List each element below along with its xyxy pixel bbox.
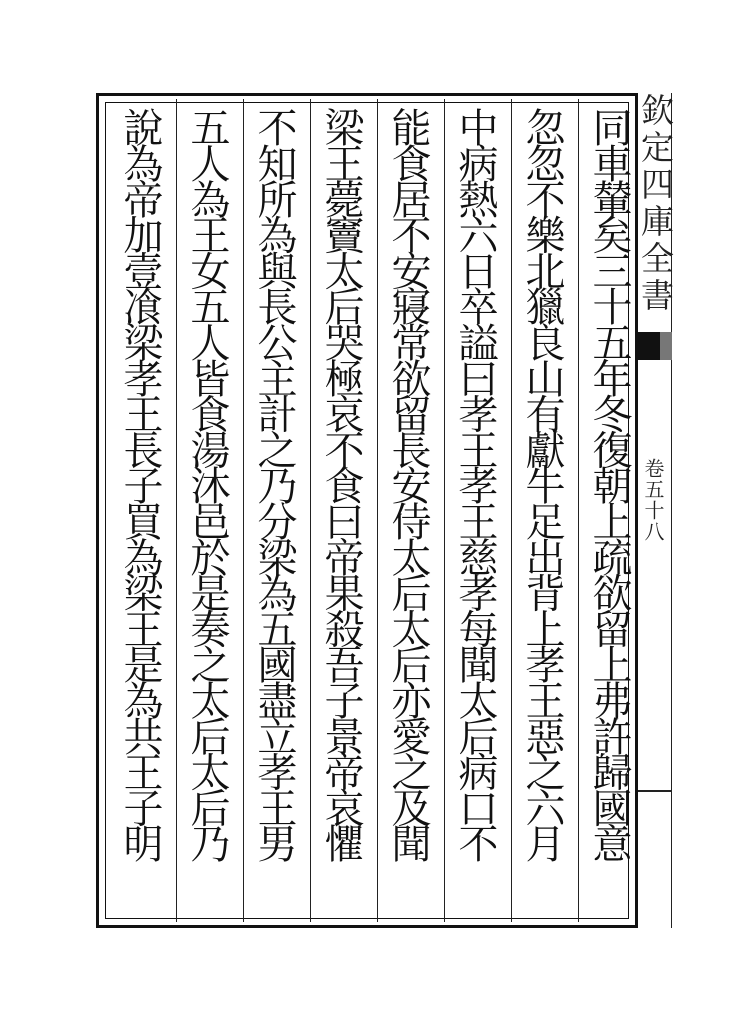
column-divider: [578, 99, 579, 922]
column-divider: [310, 99, 311, 922]
fish-tail-mark: [638, 332, 660, 360]
text-column-8: 說為帝加壹飡梁孝王長子買為梁王是為共王子明: [117, 107, 163, 859]
text-column-5: 梁王薨竇太后哭極哀不食曰帝果殺吾子景帝哀懼: [318, 107, 364, 859]
text-column-4: 能食居不安寢常欲留長安侍太后太后亦愛之及聞: [385, 107, 431, 859]
text-column-1: 同車輦矣三十五年冬復朝上疏欲留上弗許歸國意: [586, 107, 632, 859]
book-title: 欽定四庫全書: [636, 93, 675, 315]
text-column-2: 忽忽不樂北獵良山有獻牛足出背上孝王惡之六月: [519, 107, 565, 859]
text-column-7: 五人為王女五人皆食湯沐邑於是奏之太后太后乃: [184, 107, 230, 859]
column-divider: [176, 99, 177, 922]
text-column-3: 中病熱六日卒謚曰孝王孝王慈孝每聞太后病口不: [452, 107, 498, 859]
column-divider: [444, 99, 445, 922]
column-divider: [243, 99, 244, 922]
margin-rule: [638, 790, 672, 792]
column-divider: [377, 99, 378, 922]
text-column-6: 不知所為與長公主計之乃分梁為五國盡立孝王男: [251, 107, 297, 859]
volume-label: 卷五十八: [641, 458, 665, 542]
column-divider: [511, 99, 512, 922]
